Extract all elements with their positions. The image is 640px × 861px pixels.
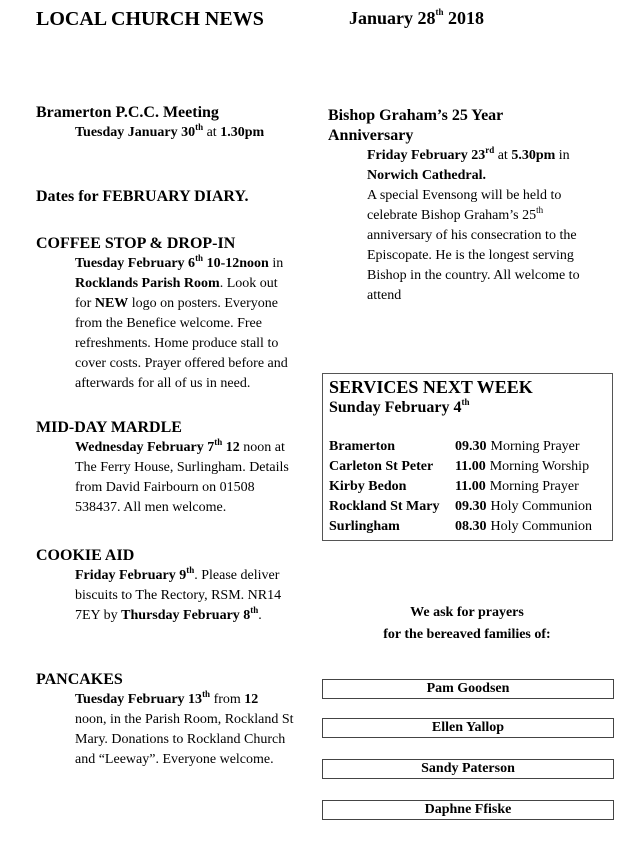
pancakes-body — [36, 690, 326, 770]
coffee-heading: COFFEE STOP & DROP-IN — [36, 235, 236, 252]
coffee-section — [36, 234, 326, 394]
bishop-line3: A special Evensong will be held to — [367, 188, 562, 203]
cookie-postcode: 7EY by — [75, 608, 122, 623]
bereaved-name-box: Pam Goodsen — [322, 679, 614, 699]
bereaved-name-box: Ellen Yallop — [322, 718, 614, 738]
cookie-period: . — [258, 608, 262, 623]
bishop-at: at — [494, 148, 512, 163]
bishop-line7: Bishop in the country. All welcome to — [367, 268, 580, 283]
pcc-date-text: Tuesday January 30 — [75, 125, 196, 140]
issue-date — [349, 8, 484, 29]
service-time: 11.00 — [455, 479, 486, 494]
coffee-line4: from the Benefice welcome. Free — [75, 316, 262, 331]
bishop-body — [328, 146, 628, 306]
coffee-logo: logo on posters. Everyone — [128, 296, 278, 311]
mardle-heading: MID-DAY MARDLE — [36, 419, 182, 436]
coffee-line3 — [75, 294, 326, 314]
mardle-noon: noon at — [239, 440, 285, 455]
bishop-time: 5.30pm — [511, 148, 556, 163]
bishop-date: Friday February 23 — [367, 148, 486, 163]
mardle-section — [36, 418, 326, 518]
bishop-line4 — [367, 206, 628, 226]
services-heading: SERVICES NEXT WEEK — [329, 377, 533, 397]
coffee-new: NEW — [94, 296, 129, 311]
coffee-time: 10-12noon — [203, 256, 269, 271]
pancakes-line3: Mary. Donations to Rockland Church — [75, 732, 286, 747]
mardle-time: 12 — [222, 440, 240, 455]
mardle-line1 — [75, 438, 326, 458]
pancakes-from: from — [210, 692, 245, 707]
service-time: 11.00 — [455, 459, 486, 474]
pancakes-date-sup: th — [202, 689, 211, 699]
bishop-celebrate: celebrate Bishop Graham’s 25 — [367, 208, 537, 223]
service-place: Surlingham — [329, 519, 400, 534]
pancakes-line2: noon, in the Parish Room, Rockland St — [75, 712, 294, 727]
prayers-intro — [322, 602, 612, 646]
pcc-date-sup: th — [195, 122, 204, 132]
services-sunday: Sunday February 4 — [329, 399, 462, 416]
cookie-line1 — [75, 566, 326, 586]
feb-diary-heading: Dates for FEBRUARY DIARY. — [36, 188, 249, 205]
bishop-25th-sup: th — [536, 205, 544, 215]
bishop-venue: Norwich Cathedral. — [367, 168, 486, 183]
prayers-line1: We ask for prayers — [410, 605, 524, 620]
coffee-line5: refreshments. Home produce stall to — [75, 336, 279, 351]
pancakes-date: Tuesday February 13 — [75, 692, 203, 707]
mardle-body — [36, 438, 326, 518]
services-list — [329, 437, 614, 537]
pcc-date — [36, 123, 316, 143]
coffee-body — [36, 254, 326, 394]
service-name: Morning Prayer — [490, 439, 580, 454]
pancakes-line4: and “Leeway”. Everyone welcome. — [75, 752, 274, 767]
service-time: 09.30 — [455, 439, 487, 454]
service-place: Bramerton — [329, 439, 396, 454]
service-time: 08.30 — [455, 519, 487, 534]
coffee-date-sup: th — [195, 253, 204, 263]
mardle-date: Wednesday February 7 — [75, 440, 215, 455]
bereaved-name-box: Sandy Paterson — [322, 759, 614, 779]
pancakes-line1 — [75, 690, 326, 710]
service-place: Kirby Bedon — [329, 479, 407, 494]
mardle-line2: The Ferry House, Surlingham. Details — [75, 460, 289, 475]
cookie-section — [36, 546, 326, 626]
bishop-heading-line1: Bishop Graham’s 25 Year — [328, 107, 504, 124]
coffee-line2 — [75, 274, 326, 294]
coffee-line7: afterwards for all of us in need. — [75, 376, 251, 391]
cookie-deadline: Thursday February 8 — [121, 608, 251, 623]
pancakes-heading: PANCAKES — [36, 671, 123, 688]
coffee-for: for — [75, 296, 95, 311]
pcc-at: at — [203, 125, 221, 140]
mardle-line4: 538437. All men welcome. — [75, 500, 227, 515]
bereaved-name-box: Daphne Ffiske — [322, 800, 614, 820]
service-name: Holy Communion — [490, 519, 593, 534]
service-name: Morning Worship — [489, 459, 590, 474]
pcc-section — [36, 103, 316, 143]
bishop-line6: Episcopate. He is the longest serving — [367, 248, 574, 263]
service-row — [329, 457, 614, 477]
service-row — [329, 517, 614, 537]
issue-date-year: 2018 — [443, 8, 485, 28]
cookie-heading: COOKIE AID — [36, 547, 135, 564]
bishop-heading-line2: Anniversary — [328, 127, 414, 144]
bishop-line1 — [367, 146, 628, 166]
coffee-venue: Rocklands Parish Room — [75, 276, 220, 291]
service-row — [329, 477, 614, 497]
issue-date-sup: th — [435, 7, 444, 17]
bishop-line5: anniversary of his consecration to the — [367, 228, 577, 243]
cookie-date-sup: th — [186, 565, 195, 575]
prayers-line2: for the bereaved families of: — [383, 627, 551, 642]
coffee-line6: cover costs. Prayer offered before and — [75, 356, 288, 371]
cookie-line3 — [75, 606, 326, 626]
services-subheading — [329, 398, 469, 418]
cookie-body — [36, 566, 326, 626]
service-name: Holy Communion — [490, 499, 593, 514]
mardle-date-sup: th — [214, 437, 223, 447]
masthead-title: LOCAL CHURCH NEWS — [36, 8, 264, 30]
cookie-line2: biscuits to The Rectory, RSM. NR14 — [75, 588, 282, 603]
coffee-date: Tuesday February 6 — [75, 256, 196, 271]
coffee-look-out: . Look out — [219, 276, 278, 291]
coffee-line1 — [75, 254, 326, 274]
pcc-time: 1.30pm — [220, 125, 265, 140]
pancakes-time: 12 — [244, 692, 259, 707]
service-name: Morning Prayer — [489, 479, 579, 494]
pcc-heading: Bramerton P.C.C. Meeting — [36, 104, 219, 121]
services-sunday-sup: th — [461, 397, 470, 407]
bishop-date-sup: rd — [485, 145, 495, 155]
cookie-deadline-sup: th — [250, 605, 259, 615]
service-row — [329, 437, 614, 457]
cookie-date: Friday February 9 — [75, 568, 187, 583]
service-time: 09.30 — [455, 499, 487, 514]
services-box — [322, 373, 613, 541]
bishop-line8: attend — [367, 288, 402, 303]
pancakes-section — [36, 670, 326, 770]
service-row — [329, 497, 614, 517]
cookie-deliver: . Please deliver — [194, 568, 280, 583]
issue-date-text: January 28 — [349, 8, 436, 28]
service-place: Rockland St Mary — [329, 499, 440, 514]
bishop-section — [328, 106, 628, 306]
service-place: Carleton St Peter — [329, 459, 434, 474]
mardle-line3: from David Fairbourn on 01508 — [75, 480, 255, 495]
bishop-in: in — [555, 148, 570, 163]
coffee-in: in — [268, 256, 284, 271]
